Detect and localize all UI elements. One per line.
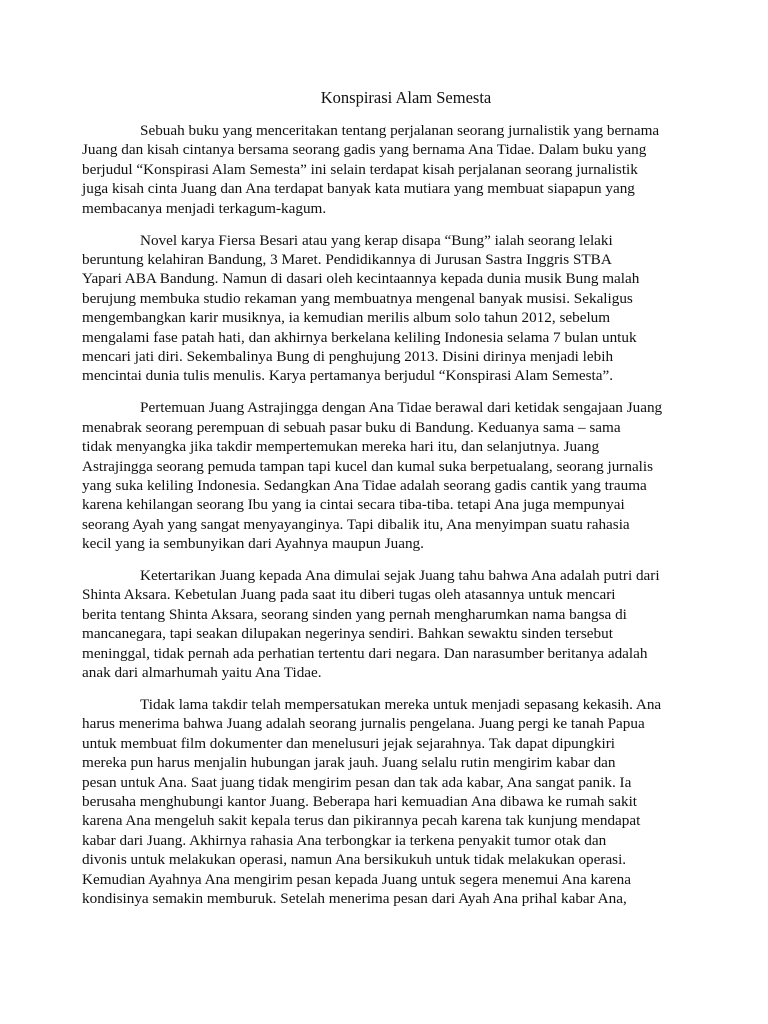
text-line: Tidak lama takdir telah mempersatukan mereka untuk menjadi sepasang kekasih. Ana — [140, 695, 662, 713]
text-line: Ketertarikan Juang kepada Ana dimulai sejak Juang tahu bahwa Ana adalah putri dari — [140, 567, 660, 585]
text-line: seorang Ayah yang sangat menyayanginya. Tapi dibalik itu, Ana menyimpan suatu rahasia — [82, 515, 630, 533]
text-line: beruntung kelahiran Bandung, 3 Maret. Pendidikannya di Jurusan Sastra Inggris STBA — [82, 250, 612, 268]
text-line: mengalami fase patah hati, dan akhirnya berkelana keliling Indonesia selama 7 bulan untuk — [82, 328, 637, 346]
text-line: pesan untuk Ana. Saat juang tidak mengirim pesan dan tak ada kabar, Ana sangat panik. Ia — [82, 773, 632, 791]
text-line: mereka pun harus menjalin hubungan jarak jauh. Juang selalu rutin mengirim kabar dan — [82, 754, 616, 772]
text-line: kondisinya semakin memburuk. Setelah menerima pesan dari Ayah Ana prihal kabar Ana, — [82, 890, 627, 908]
text-line: karena Ana mengeluh sakit kepala terus dan pikirannya pecah karena tak kunjung mendapat — [82, 812, 641, 830]
text-line: Juang dan kisah cintanya bersama seorang gadis yang bernama Ana Tidae. Dalam buku yang — [82, 141, 647, 159]
text-line: Pertemuan Juang Astrajingga dengan Ana Tidae berawal dari ketidak sengajaan Juang — [140, 399, 663, 417]
text-line: meninggal, tidak pernah ada perhatian tertentu dari negara. Dan narasumber beritanya adalah — [82, 644, 648, 662]
text-line: untuk membuat film dokumenter dan menelusuri jejak sejarahnya. Tak dapat dipungkiri — [82, 734, 616, 752]
text-line: menabrak seorang perempuan di sebuah pasar buku di Bandung. Keduanya sama – sama — [82, 418, 621, 436]
text-line: Yapari ABA Bandung. Namun di dasari oleh kecintaannya kepada dunia musik Bung malah — [82, 270, 640, 288]
text-line: Kemudian Ayahnya Ana mengirim pesan kepada Juang untuk segera menemui Ana karena — [82, 870, 631, 888]
text-line: kecil yang ia sembunyikan dari Ayahnya maupun Juang. — [82, 535, 424, 553]
text-line: juga kisah cinta Juang dan Ana terdapat banyak kata mutiara yang membuat siapapun yang — [82, 180, 635, 198]
text-line: harus menerima bahwa Juang adalah seorang jurnalis pengelana. Juang pergi ke tanah Papua — [82, 715, 645, 733]
text-line: Novel karya Fiersa Besari atau yang kerap disapa “Bung” ialah seorang lelaki — [140, 231, 613, 249]
text-line: berita tentang Shinta Aksara, seorang sinden yang pernah mengharumkan nama bangsa di — [82, 605, 627, 623]
text-line: tidak menyangka jika takdir mempertemukan mereka hari itu, dan selanjutnya. Juang — [82, 438, 600, 456]
text-line: Astrajingga seorang pemuda tampan tapi kucel dan kumal suka berpetualang, seorang jurnalis — [82, 457, 654, 475]
text-line: anak dari almarhumah yaitu Ana Tidae. — [82, 664, 322, 682]
text-line: membacanya menjadi terkagum-kagum. — [82, 199, 327, 217]
text-line: mencintai dunia tulis menulis. Karya pertamanya berjudul “Konspirasi Alam Semesta”. — [82, 367, 613, 385]
text-line: berusaha menghubungi kantor Juang. Beberapa hari kemuadian Ana dibawa ke rumah sakit — [82, 793, 638, 810]
text-line: kabar dari Juang. Akhirnya rahasia Ana terbongkar ia terkena penyakit tumor otak dan — [82, 831, 607, 849]
paragraph-5 — [82, 695, 686, 908]
text-line: berujung membuka studio rekaman yang membuatnya mengenal banyak musisi. Sekaligus — [82, 289, 633, 307]
paragraph-2 — [82, 231, 686, 386]
text-line: yang suka keliling Indonesia. Sedangkan Ana Tidae adalah seorang gadis cantik yang trauma — [82, 476, 647, 494]
text-line: Shinta Aksara. Kebetulan Juang pada saat itu diberi tugas oleh atasannya untuk mencari — [82, 586, 616, 604]
document-body — [82, 121, 686, 921]
text-line: divonis untuk melakukan operasi, namun Ana bersikukuh untuk tidak melakukan operasi. — [82, 851, 627, 869]
text-line: mancanegara, tapi seakan dilupakan negerinya sendiri. Bahkan sewaktu sinden tersebut — [82, 625, 613, 643]
text-line: karena kehilangan seorang Ibu yang ia cintai secara tiba-tiba. tetapi Ana juga mempunyai — [82, 496, 625, 514]
paragraph-1 — [82, 121, 686, 218]
text-line: mengembangkan karir musiknya, ia kemudian merilis album solo tahun 2012, sebelum — [82, 309, 611, 327]
text-line: berjudul “Konspirasi Alam Semesta” ini selain terdapat kisah perjalanan seorang jurnalistik — [82, 160, 638, 178]
document-title: Konspirasi Alam Semesta — [320, 88, 492, 107]
text-line: Sebuah buku yang menceritakan tentang perjalanan seorang jurnalistik yang bernama — [140, 122, 660, 139]
text-line: mencari jati diri. Sekembalinya Bung di penghujung 2013. Disini dirinya menjadi lebih — [82, 347, 614, 365]
paragraph-3 — [82, 398, 686, 553]
paragraph-4 — [82, 566, 686, 682]
